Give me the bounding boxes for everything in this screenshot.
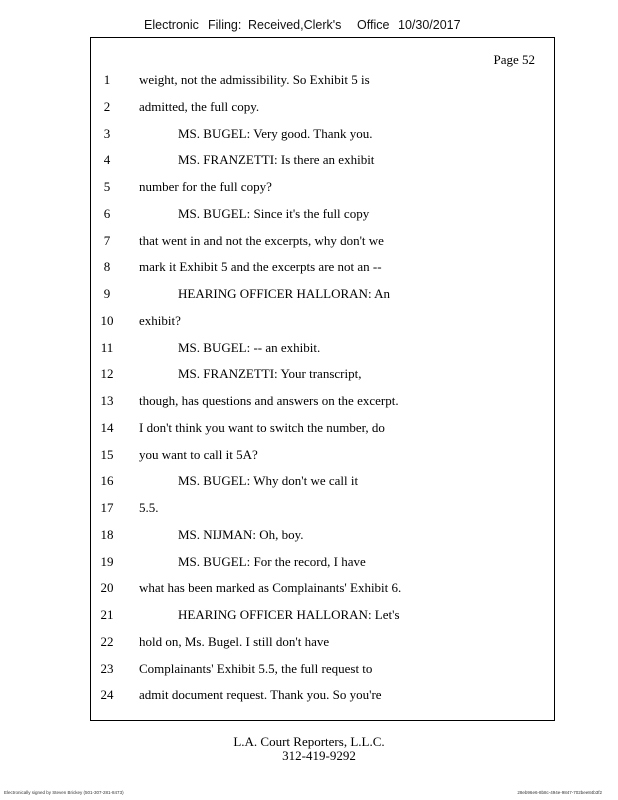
- transcript-line: [91, 420, 554, 440]
- line-number: 14: [100, 419, 114, 435]
- transcript-line: [91, 473, 554, 493]
- line-text: Complainants' Exhibit 5.5, the full request to: [139, 660, 373, 676]
- line-text: MS. BUGEL: Why don't we call it: [178, 473, 359, 489]
- transcript-line: [91, 259, 554, 279]
- transcript-line: [91, 366, 554, 386]
- stamp-office: Office: [357, 18, 390, 32]
- line-number: 1: [103, 72, 111, 87]
- transcript-line: [91, 179, 554, 199]
- line-text: exhibit?: [139, 312, 181, 328]
- line-number: 10: [100, 312, 114, 328]
- line-text: admit document request. Thank you. So you're: [139, 687, 382, 703]
- line-text: MS. FRANZETTI: Is there an exhibit: [178, 152, 375, 168]
- transcript-line: [91, 661, 554, 681]
- transcript-line: [91, 126, 554, 146]
- transcript-line: [91, 527, 554, 547]
- stamp-filing: Filing:: [208, 18, 242, 32]
- line-text: MS. BUGEL: Very good. Thank you.: [178, 125, 373, 141]
- line-number: 5: [103, 179, 111, 194]
- line-text: mark it Exhibit 5 and the excerpts are not an --: [139, 259, 382, 275]
- line-number: 2: [103, 98, 111, 114]
- transcript-page-frame: [90, 37, 555, 721]
- line-text: MS. BUGEL: For the record, I have: [178, 553, 366, 569]
- line-text: you want to call it 5A?: [139, 446, 258, 462]
- transcript-line: [91, 152, 554, 172]
- footer-phone: 312-419-9292: [282, 748, 356, 763]
- transcript-line: [91, 554, 554, 574]
- line-text: MS. BUGEL: Since it's the full copy: [178, 205, 370, 221]
- transcript-line: [91, 607, 554, 627]
- line-text: HEARING OFFICER HALLORAN: An: [178, 286, 390, 301]
- stamp-electronic: Electronic: [144, 18, 199, 32]
- line-number: 12: [100, 366, 114, 382]
- transcript-line: [91, 233, 554, 253]
- line-number: 6: [103, 205, 111, 221]
- line-number: 18: [100, 526, 114, 542]
- page-number: Page 52: [493, 52, 535, 67]
- line-text: weight, not the admissibility. So Exhibit 5 is: [139, 72, 370, 87]
- line-text: 5.5.: [139, 500, 159, 515]
- line-text: though, has questions and answers on the excerpt.: [139, 393, 399, 408]
- transcript-line: [91, 286, 554, 306]
- line-text: I don't think you want to switch the number, do: [139, 419, 385, 435]
- transcript-line: [91, 313, 554, 333]
- line-text: MS. BUGEL: -- an exhibit.: [178, 339, 321, 355]
- line-number: 11: [100, 339, 114, 355]
- line-text: number for the full copy?: [139, 179, 272, 194]
- transcript-line: [91, 99, 554, 119]
- transcript-line: [91, 340, 554, 360]
- line-number: 17: [100, 500, 114, 515]
- transcript-line: [91, 687, 554, 707]
- e-signature-note: Electronically signed by Steven Brickey (501-307-281-8473): [4, 790, 124, 795]
- line-number: 16: [100, 473, 114, 489]
- footer-company: L.A. Court Reporters, L.L.C.: [233, 734, 385, 749]
- line-number: 20: [100, 580, 114, 596]
- line-number: 23: [100, 660, 114, 676]
- transcript-line: [91, 72, 554, 92]
- transcript-line: [91, 634, 554, 654]
- line-number: 9: [103, 286, 111, 301]
- transcript-line: [91, 500, 554, 520]
- transcript-line: [91, 447, 554, 467]
- document-hash: 28eb96e6-8b8c-494e-9847-702bee84b3f2: [517, 790, 602, 795]
- line-number: 22: [100, 633, 114, 649]
- line-number: 15: [100, 446, 114, 462]
- stamp-received: Received,Clerk's: [248, 18, 342, 32]
- line-number: 24: [100, 687, 114, 703]
- stamp-date: 10/30/2017: [398, 18, 461, 32]
- line-text: HEARING OFFICER HALLORAN: Let's: [178, 607, 400, 622]
- line-number: 4: [103, 152, 111, 168]
- line-number: 7: [103, 232, 111, 248]
- line-text: what has been marked as Complainants' Exhibit 6.: [139, 580, 402, 596]
- line-text: hold on, Ms. Bugel. I still don't have: [139, 633, 330, 649]
- line-number: 13: [100, 393, 114, 408]
- transcript-line: [91, 206, 554, 226]
- transcript-line: [91, 393, 554, 413]
- line-number: 19: [100, 553, 114, 569]
- line-number: 8: [103, 259, 111, 275]
- line-text: MS. FRANZETTI: Your transcript,: [178, 366, 362, 382]
- line-text: MS. NIJMAN: Oh, boy.: [178, 526, 304, 542]
- line-text: that went in and not the excerpts, why don't we: [139, 232, 384, 248]
- line-number: 3: [103, 125, 111, 141]
- line-text: admitted, the full copy.: [139, 98, 260, 114]
- transcript-line: [91, 580, 554, 600]
- line-number: 21: [100, 607, 114, 622]
